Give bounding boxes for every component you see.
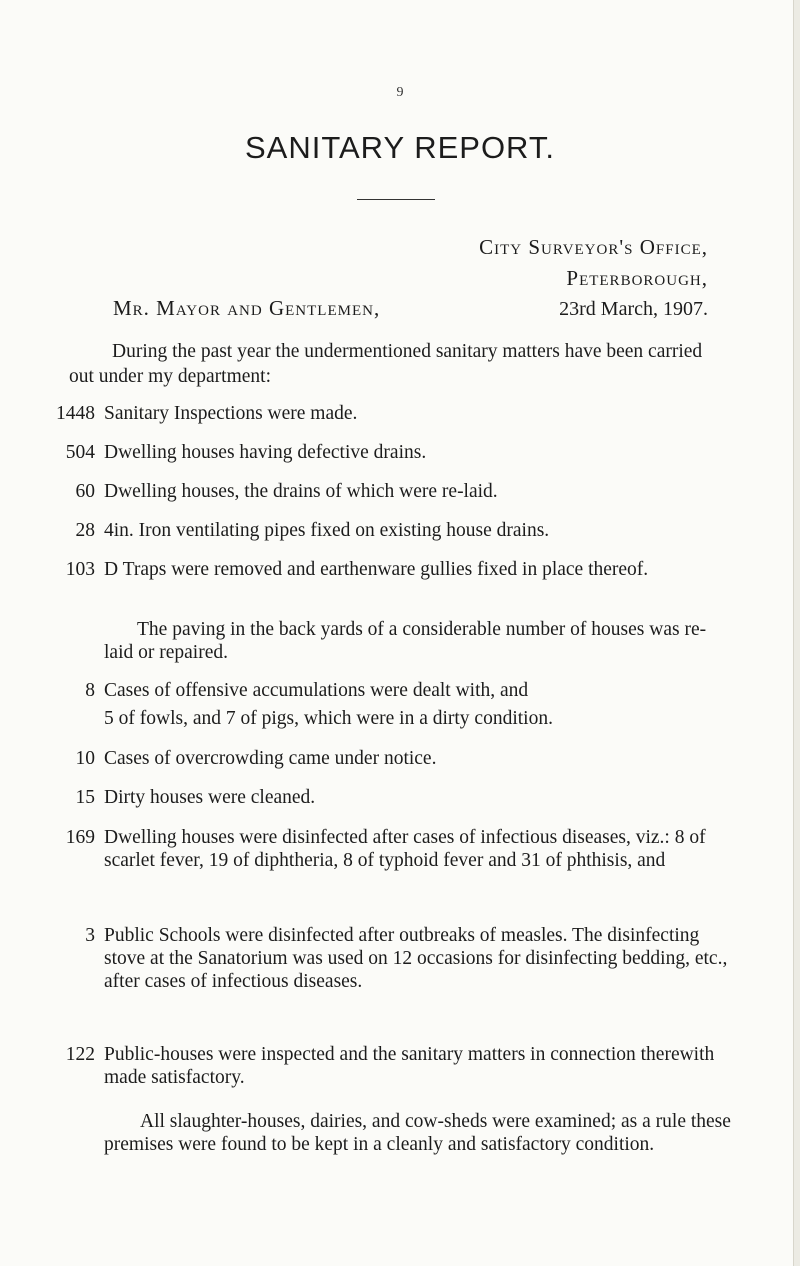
- item-text: Dirty houses were cleaned.: [104, 787, 316, 808]
- address-city: Peterborough,: [566, 266, 708, 290]
- item-text: Dwelling houses were disinfected after cases of infectious diseases, viz.: 8 of scarlet fever, 19 of diphtheria, 8 of typhoid fever and 31 of phthisis, and: [104, 827, 706, 871]
- salutation: Mr. Mayor and Gentlemen,: [113, 296, 381, 320]
- item-text: D Traps were removed and earthenware gullies fixed in place thereof.: [104, 559, 649, 580]
- item-text: Sanitary Inspections were made.: [104, 403, 358, 424]
- item-count: 1448: [56, 403, 95, 424]
- item-text: Public Schools were disinfected after outbreaks of measles. The disinfecting stove at the Sanatorium was used on 12 occasions for disinfecting bedding, etc., after cases of infectious diseases.: [104, 925, 728, 992]
- item-text: Dwelling houses having defective drains.: [104, 442, 427, 463]
- item-text: Cases of overcrowding came under notice.: [104, 748, 437, 769]
- item-text: Dwelling houses, the drains of which were re-laid.: [104, 481, 498, 502]
- paving-paragraph: The paving in the back yards of a considerable number of houses was re-laid or repaired.: [104, 619, 707, 663]
- item-count: 122: [65, 1044, 95, 1065]
- report-title: SANITARY REPORT.: [244, 130, 555, 165]
- fowls-line: 5 of fowls, and 7 of pigs, which were in a dirty condition.: [104, 708, 553, 729]
- address-date: 23rd March, 1907.: [559, 298, 708, 320]
- item-count: 3: [85, 925, 95, 946]
- item-count: 60: [75, 481, 95, 502]
- item-count: 10: [75, 748, 95, 769]
- address-office: City Surveyor's Office,: [479, 235, 708, 259]
- item-text: 4in. Iron ventilating pipes fixed on existing house drains.: [104, 520, 550, 541]
- page-number: 9: [396, 85, 404, 100]
- item-count: 8: [85, 680, 95, 701]
- item-count: 103: [65, 559, 95, 580]
- item-count: 169: [65, 827, 95, 848]
- item-text: Public-houses were inspected and the sanitary matters in connection therewith made satisfactory.: [104, 1044, 715, 1088]
- intro-paragraph: During the past year the undermentioned sanitary matters have been carried out under my department:: [69, 341, 703, 387]
- closing-paragraph: All slaughter-houses, dairies, and cow-sheds were examined; as a rule these premises were found to be kept in a cleanly and satisfactory condition.: [104, 1111, 731, 1155]
- item-count: 504: [65, 442, 95, 463]
- title-rule: [357, 199, 435, 200]
- item-count: 15: [75, 787, 95, 808]
- page-edge: [793, 0, 800, 1266]
- item-count: 28: [75, 520, 95, 541]
- item-text: Cases of offensive accumulations were dealt with, and: [104, 680, 529, 701]
